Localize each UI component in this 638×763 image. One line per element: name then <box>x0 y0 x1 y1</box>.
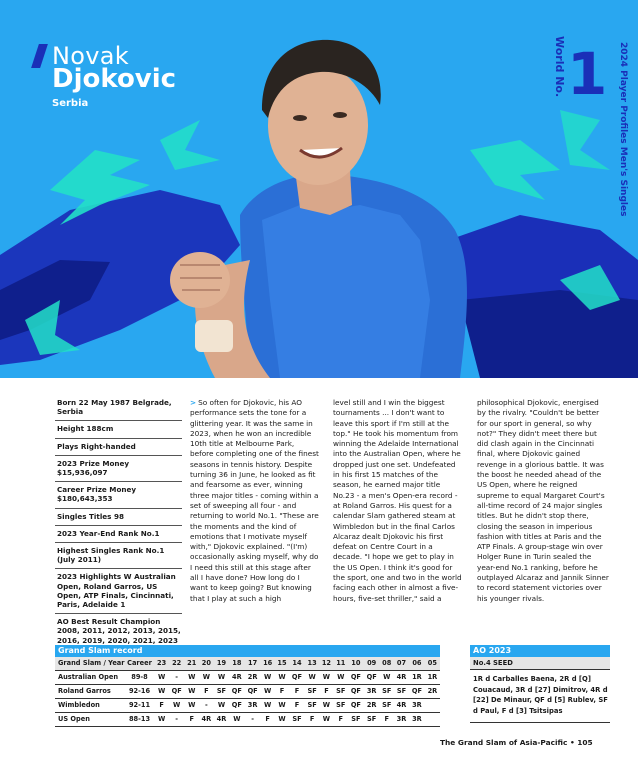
table-cell: 4R <box>199 712 214 726</box>
ao-2023-seed: No.4 SEED <box>470 657 610 670</box>
table-cell: F <box>305 712 319 726</box>
table-cell: F <box>185 712 199 726</box>
header-cell: 09 <box>364 657 380 670</box>
table-cell: 1R <box>409 670 425 684</box>
header-cell: 17 <box>245 657 261 670</box>
table-cell: F <box>334 712 348 726</box>
table-cell: - <box>169 670 185 684</box>
table-cell: Australian Open <box>55 670 125 684</box>
table-cell: W <box>185 684 199 698</box>
header-cell: 20 <box>199 657 214 670</box>
ao-2023-title: AO 2023 <box>470 645 610 657</box>
ao-2023-results: 1R d Carballes Baena, 2R d [Q] Couacaud, 3R d [27] Dimitrov, 4R d [22] De Minaur, QF d [5] Rublev, SF d Paul, F d [3] Tsitsipas <box>473 675 608 715</box>
table-cell: 89-8 <box>125 670 155 684</box>
table-row <box>55 712 440 726</box>
table-cell: W <box>261 684 275 698</box>
header-cell: 10 <box>348 657 364 670</box>
table-cell <box>425 698 440 712</box>
header-cell: 08 <box>380 657 394 670</box>
fact-row: 2023 Year-End Rank No.1 <box>55 525 182 542</box>
table-cell: QF <box>245 684 261 698</box>
header-cell: 23 <box>155 657 169 670</box>
grand-slam-title: Grand Slam record <box>55 645 440 657</box>
footer-text: The Grand Slam of Asia-Pacific <box>440 738 568 747</box>
player-country: Serbia <box>52 98 89 109</box>
table-cell: QF <box>229 684 245 698</box>
table-cell: 1R <box>425 670 440 684</box>
table-cell <box>425 712 440 726</box>
table-cell: SF <box>348 712 364 726</box>
table-cell: W <box>261 698 275 712</box>
fact-row: Born 22 May 1987 Belgrade, Serbia <box>57 398 172 417</box>
header-cell: 12 <box>319 657 333 670</box>
article-column-3 <box>477 398 610 604</box>
table-cell: SF <box>214 684 229 698</box>
table-cell: 4R <box>394 698 409 712</box>
rank-number <box>555 48 613 98</box>
header-cell: 22 <box>169 657 185 670</box>
table-cell: QF <box>289 670 305 684</box>
footer-bullet: • <box>569 738 578 747</box>
article-column-1 <box>190 398 320 604</box>
table-cell: W <box>185 698 199 712</box>
table-cell: QF <box>348 684 364 698</box>
table-cell: Roland Garros <box>55 684 125 698</box>
table-cell: W <box>214 670 229 684</box>
grand-slam-table <box>55 657 440 727</box>
header-cell: 13 <box>305 657 319 670</box>
table-cell: W <box>319 670 333 684</box>
table-cell: W <box>155 684 169 698</box>
header-cell: 07 <box>394 657 409 670</box>
table-cell: 88-13 <box>125 712 155 726</box>
table-cell: 3R <box>394 712 409 726</box>
header-cell: 16 <box>261 657 275 670</box>
table-cell: 2R <box>425 684 440 698</box>
table-cell: - <box>245 712 261 726</box>
table-cell: 3R <box>364 684 380 698</box>
fact-row: Highest Singles Rank No.1 (July 2011) <box>55 542 182 568</box>
grand-slam-header-row <box>55 657 440 670</box>
article-text-3: philosophical Djokovic, energised by the rivalry. "Couldn't be better for our sport in general, so why not?" They didn't meet there but did clash again in the Cincinnati final, where Djokovic gained revenge in a glorious battle. It was the boost he needed ahead of the US Open, where he reigned supreme to equal Margaret Court's all-time record of 24 major singles titles. But he didn't stop there, closing the season in imperious fashion with titles at Paris and the ATP Finals. A group-stage win over Holger Rune in Turin sealed the year-end No.1 ranking, before he outplayed Alcaraz and Jannik Sinner to record statement victories over his younger rivals. <box>477 398 609 603</box>
header-cell: 11 <box>334 657 348 670</box>
table-cell: F <box>289 684 305 698</box>
table-cell: F <box>155 698 169 712</box>
table-cell: W <box>169 698 185 712</box>
table-cell: W <box>199 670 214 684</box>
table-cell: W <box>261 670 275 684</box>
table-cell: SF <box>394 684 409 698</box>
header-cell: Grand Slam / Year <box>55 657 125 670</box>
rank-label: World No. <box>553 36 566 98</box>
table-cell: W <box>319 712 333 726</box>
table-cell: W <box>155 670 169 684</box>
fact-row: Career Prize Money $180,643,353 <box>55 481 182 507</box>
header-cell: 21 <box>185 657 199 670</box>
table-cell: SF <box>380 684 394 698</box>
fact-row: 2023 Prize Money $15,936,097 <box>55 455 182 481</box>
table-cell: SF <box>305 684 319 698</box>
table-cell: QF <box>348 698 364 712</box>
table-cell: QF <box>348 670 364 684</box>
table-cell: 4R <box>394 670 409 684</box>
table-cell: SF <box>305 698 319 712</box>
table-cell: 3R <box>409 698 425 712</box>
table-cell: 92-16 <box>125 684 155 698</box>
header-cell: Career <box>125 657 155 670</box>
article-column-2 <box>333 398 463 604</box>
table-cell: 3R <box>245 698 261 712</box>
table-row <box>55 698 440 712</box>
table-cell: SF <box>289 712 305 726</box>
table-cell: - <box>199 698 214 712</box>
table-cell: W <box>275 670 289 684</box>
table-cell: F <box>289 698 305 712</box>
table-cell: SF <box>364 712 380 726</box>
table-cell: QF <box>229 698 245 712</box>
player-first-name: Novak <box>52 42 129 70</box>
table-cell: 92-11 <box>125 698 155 712</box>
table-cell: F <box>319 684 333 698</box>
table-cell: 3R <box>409 712 425 726</box>
table-cell: 2R <box>245 670 261 684</box>
arrow-icon: > <box>190 398 197 407</box>
player-last-name: Djokovic <box>52 64 177 94</box>
hero-banner <box>0 0 638 378</box>
table-cell: W <box>275 698 289 712</box>
table-cell: QF <box>364 670 380 684</box>
table-cell: F <box>275 684 289 698</box>
table-cell: F <box>261 712 275 726</box>
fact-row: Singles Titles 98 <box>55 508 182 525</box>
table-cell: W <box>319 698 333 712</box>
header-cell: 06 <box>409 657 425 670</box>
fact-row: AO Best Result Champion 2008, 2011, 2012, 2013, 2015, 2016, 2019, 2020, 2021, 2023 <box>55 613 182 649</box>
table-cell: 4R <box>214 712 229 726</box>
table-cell: F <box>199 684 214 698</box>
table-cell: 4R <box>229 670 245 684</box>
table-cell: W <box>305 670 319 684</box>
table-cell: W <box>275 712 289 726</box>
table-row <box>55 670 440 684</box>
table-cell: W <box>334 670 348 684</box>
header-cell: 18 <box>229 657 245 670</box>
table-cell: W <box>214 698 229 712</box>
header-cell: 15 <box>275 657 289 670</box>
article-text-2: level still and I win the biggest tournaments ... I don't want to leave this sport if I'm still at the top." He took his momentum from winning the Adelaide International into the Australian Open, where he dropped just one set. Undefeated in his first 15 matches of the season, he earned major title No.23 - a men's Open-era record - at Roland Garros. His quest for a calendar Slam gathered steam at Wimbledon but in the final Carlos Alcaraz dealt Djokovic his first defeat on Centre Court in a decade. "I hope we get to play in the US Open. I think it's good for the sport, one and two in the world facing each other in almost a five-hours, five-set thriller," said a <box>333 398 462 603</box>
header-cell: 14 <box>289 657 305 670</box>
table-cell: - <box>169 712 185 726</box>
player-facts <box>55 395 182 649</box>
section-label: 2024 Player Profiles Men's Singles <box>618 42 628 217</box>
fact-row: 2023 Highlights W Australian Open, Roland Garros, US Open, ATP Finals, Cincinnati, Paris, Adelaide 1 <box>55 568 182 613</box>
page-number: 105 <box>577 738 593 747</box>
table-cell: QF <box>409 684 425 698</box>
table-cell: US Open <box>55 712 125 726</box>
table-cell: QF <box>169 684 185 698</box>
svg-text:1: 1 <box>567 48 608 98</box>
table-row <box>55 684 440 698</box>
table-cell: W <box>185 670 199 684</box>
table-cell: SF <box>380 698 394 712</box>
table-cell: W <box>380 670 394 684</box>
page-footer <box>440 738 593 747</box>
table-cell: 2R <box>364 698 380 712</box>
article-text-1: So often for Djokovic, his AO performance sets the tone for a glittering year. It was the same in 2023, when he won an incredible 10th title at Melbourne Park, before completing one of the finest seasons in tennis history. Despite turning 36 in June, he looked as fit and fearsome as ever, winning three major titles - coming within a set of sweeping all four - and returning to world No.1. "These are the moments and the kind of emotions that I motivate myself with," Djokovic explained. "(I'm) occasionally asking myself, why do I need this still at this stage after all I have done? How long do I want to keep going? But knowing that I play at such a high <box>190 398 319 603</box>
table-cell: SF <box>334 684 348 698</box>
header-cell: 05 <box>425 657 440 670</box>
fact-row: Plays Right-handed <box>55 438 182 455</box>
fact-row: Height 188cm <box>55 420 182 437</box>
table-cell: Wimbledon <box>55 698 125 712</box>
header-cell: 19 <box>214 657 229 670</box>
table-cell: F <box>380 712 394 726</box>
table-cell: W <box>155 712 169 726</box>
table-cell: W <box>229 712 245 726</box>
divider <box>470 722 610 723</box>
table-cell: SF <box>334 698 348 712</box>
